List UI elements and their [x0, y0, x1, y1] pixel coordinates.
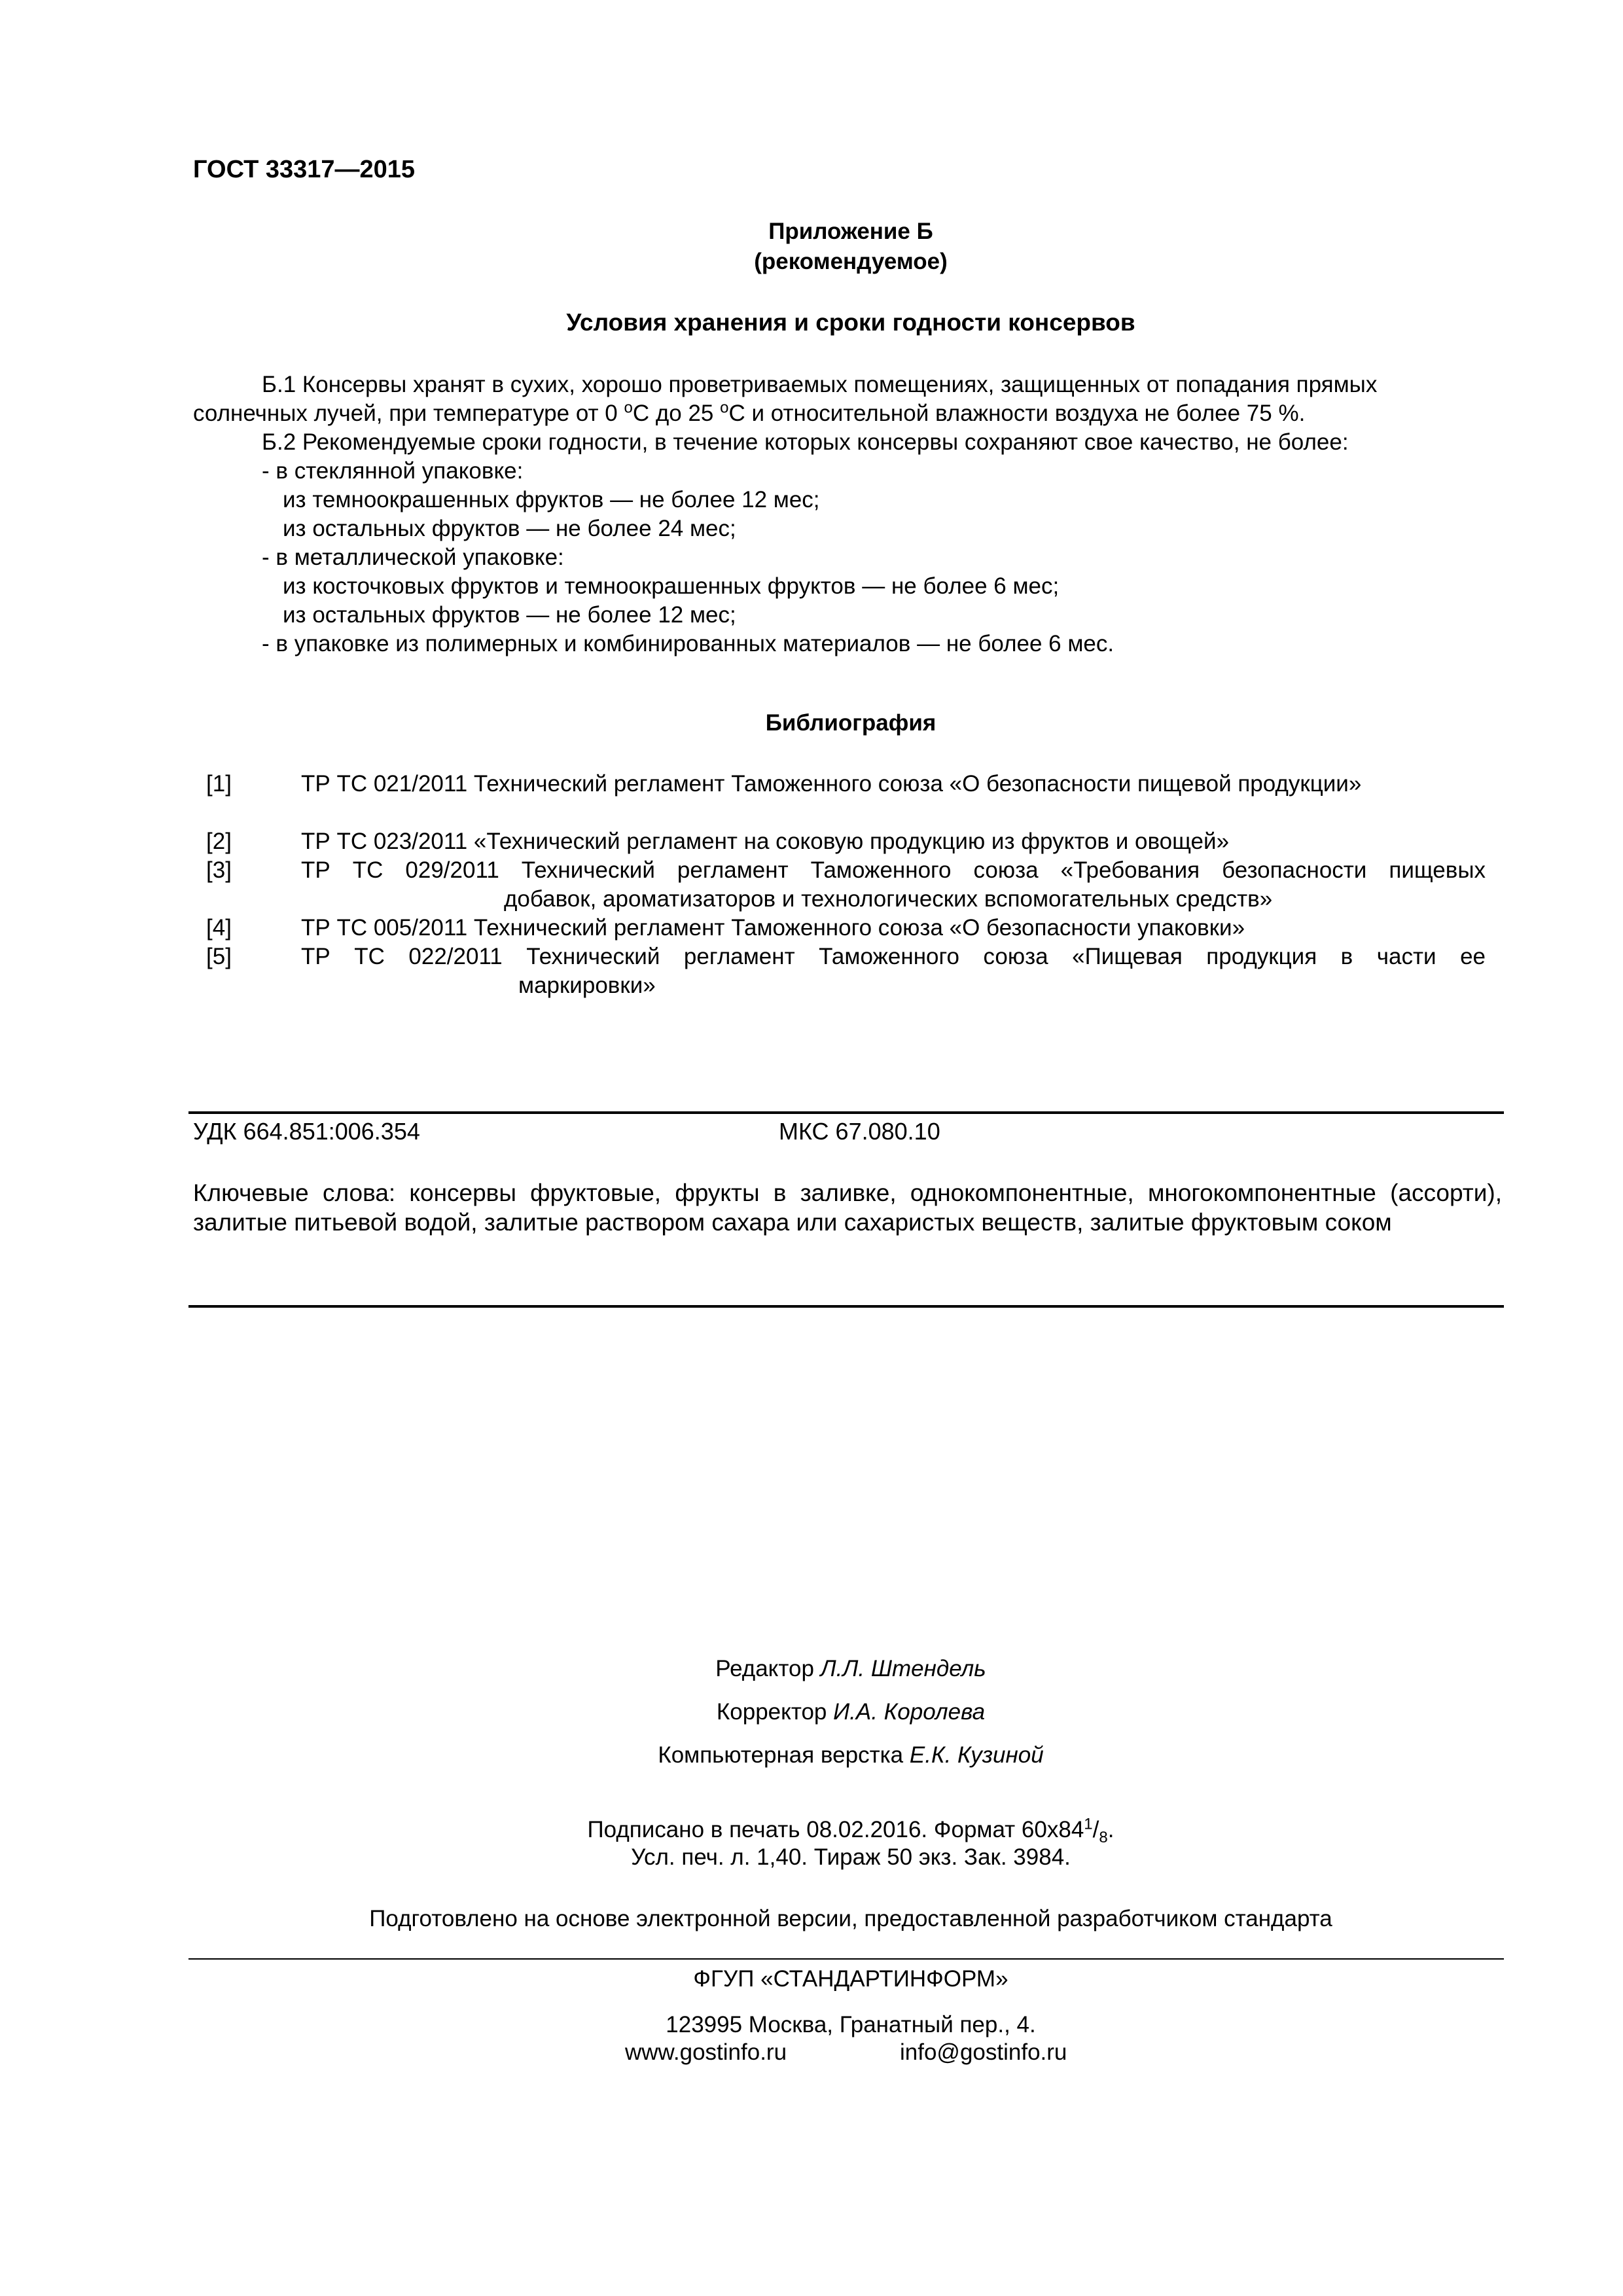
- keywords: Ключевые слова: консервы фруктовые, фрукты в заливке, однокомпонентные, многокомпонентные (ассорти), залитые питьевой водой, залитые раствором сахара или сахаристых веществ, залитые фруктовым соком: [193, 1179, 1502, 1236]
- udk-code: УДК 664.851:006.354: [193, 1118, 420, 1145]
- divider-imprint: [188, 1958, 1504, 1960]
- document-code: ГОСТ 33317—2015: [193, 156, 416, 183]
- bibliography-text: ТР ТС 005/2011 Технический регламент Таможенного союза «О безопасности упаковки»: [301, 915, 1245, 941]
- list-item-metal-other: из остальных фруктов — не более 12 мес;: [283, 602, 736, 628]
- bibliography-number: [5]: [206, 944, 232, 969]
- bibliography-text: ТР ТС 023/2011 «Технический регламент на соковую продукцию из фруктов и овощей»: [301, 829, 1230, 854]
- bibliography-number: [1]: [206, 771, 232, 797]
- list-item-glass-other: из остальных фруктов — не более 24 мес;: [283, 516, 736, 541]
- bibliography-number: [3]: [206, 857, 232, 883]
- mks-code: МКС 67.080.10: [779, 1118, 940, 1145]
- publisher-email[interactable]: info@gostinfo.ru: [900, 2039, 1067, 2065]
- list-item-metal-stone: из косточковых фруктов и темноокрашенных фруктов — не более 6 мес;: [283, 573, 1060, 599]
- bibliography-text: ТР ТС 022/2011 Технический регламент Таможенного союза «Пищевая продукция в части ее: [301, 944, 1486, 969]
- list-item-glass: - в стеклянной упаковке:: [262, 458, 524, 484]
- paragraph-b1: Б.1 Консервы хранят в сухих, хорошо проветриваемых помещениях, защищенных от попадания прямых: [262, 372, 1378, 397]
- bibliography-text-continuation: маркировки»: [518, 973, 656, 998]
- paragraph-b2: Б.2 Рекомендуемые сроки годности, в течение которых консервы сохраняют свое качество, не более:: [262, 429, 1349, 455]
- appendix-title: Приложение Б: [768, 219, 933, 244]
- appendix-heading: Условия хранения и сроки годности консервов: [566, 309, 1135, 336]
- divider-top: [188, 1111, 1504, 1114]
- layout-credit: Компьютерная верстка Е.К. Кузиной: [658, 1742, 1044, 1768]
- bibliography-number: [4]: [206, 915, 232, 941]
- appendix-type: (рекомендуемое): [754, 249, 948, 274]
- bibliography-number: [2]: [206, 829, 232, 854]
- paragraph-b1-continuation: солнечных лучей, при температуре от 0 $^о$С до 25 $^о$С и относительной влажности воздуха не более 75 %.: [193, 399, 1306, 426]
- bibliography-title: Библиография: [765, 710, 936, 736]
- list-item-polymer: - в упаковке из полимерных и комбинированных материалов — не более 6 мес.: [262, 631, 1115, 656]
- bibliography-text: ТР ТС 021/2011 Технический регламент Таможенного союза «О безопасности пищевой продукции»: [301, 771, 1362, 797]
- list-item-metal: - в металлической упаковке:: [262, 545, 564, 570]
- publisher-name: ФГУП «СТАНДАРТИНФОРМ»: [693, 1966, 1008, 1992]
- signed-for-print: Подписано в печать 08.02.2016. Формат $60х84^1/_8$.: [587, 1815, 1115, 1846]
- prepared-note: Подготовлено на основе электронной версии, предоставленной разработчиком стандарта: [369, 1906, 1332, 1931]
- bibliography-text: ТР ТС 029/2011 Технический регламент Таможенного союза «Требования безопасности пищевых: [301, 857, 1486, 883]
- divider-bottom: [188, 1305, 1504, 1308]
- list-item-glass-dark: из темноокрашенных фруктов — не более 12 мес;: [283, 487, 820, 512]
- bibliography-text-continuation: добавок, ароматизаторов и технологических вспомогательных средств»: [504, 886, 1273, 912]
- editor-credit: Редактор Л.Л. Штендель: [715, 1656, 986, 1681]
- publisher-website[interactable]: www.gostinfo.ru: [625, 2039, 787, 2065]
- print-info: Усл. печ. л. 1,40. Тираж 50 экз. Зак. 3984.: [631, 1844, 1071, 1870]
- proofreader-credit: Корректор И.А. Королева: [716, 1699, 986, 1725]
- publisher-address: 123995 Москва, Гранатный пер., 4.: [666, 2012, 1036, 2037]
